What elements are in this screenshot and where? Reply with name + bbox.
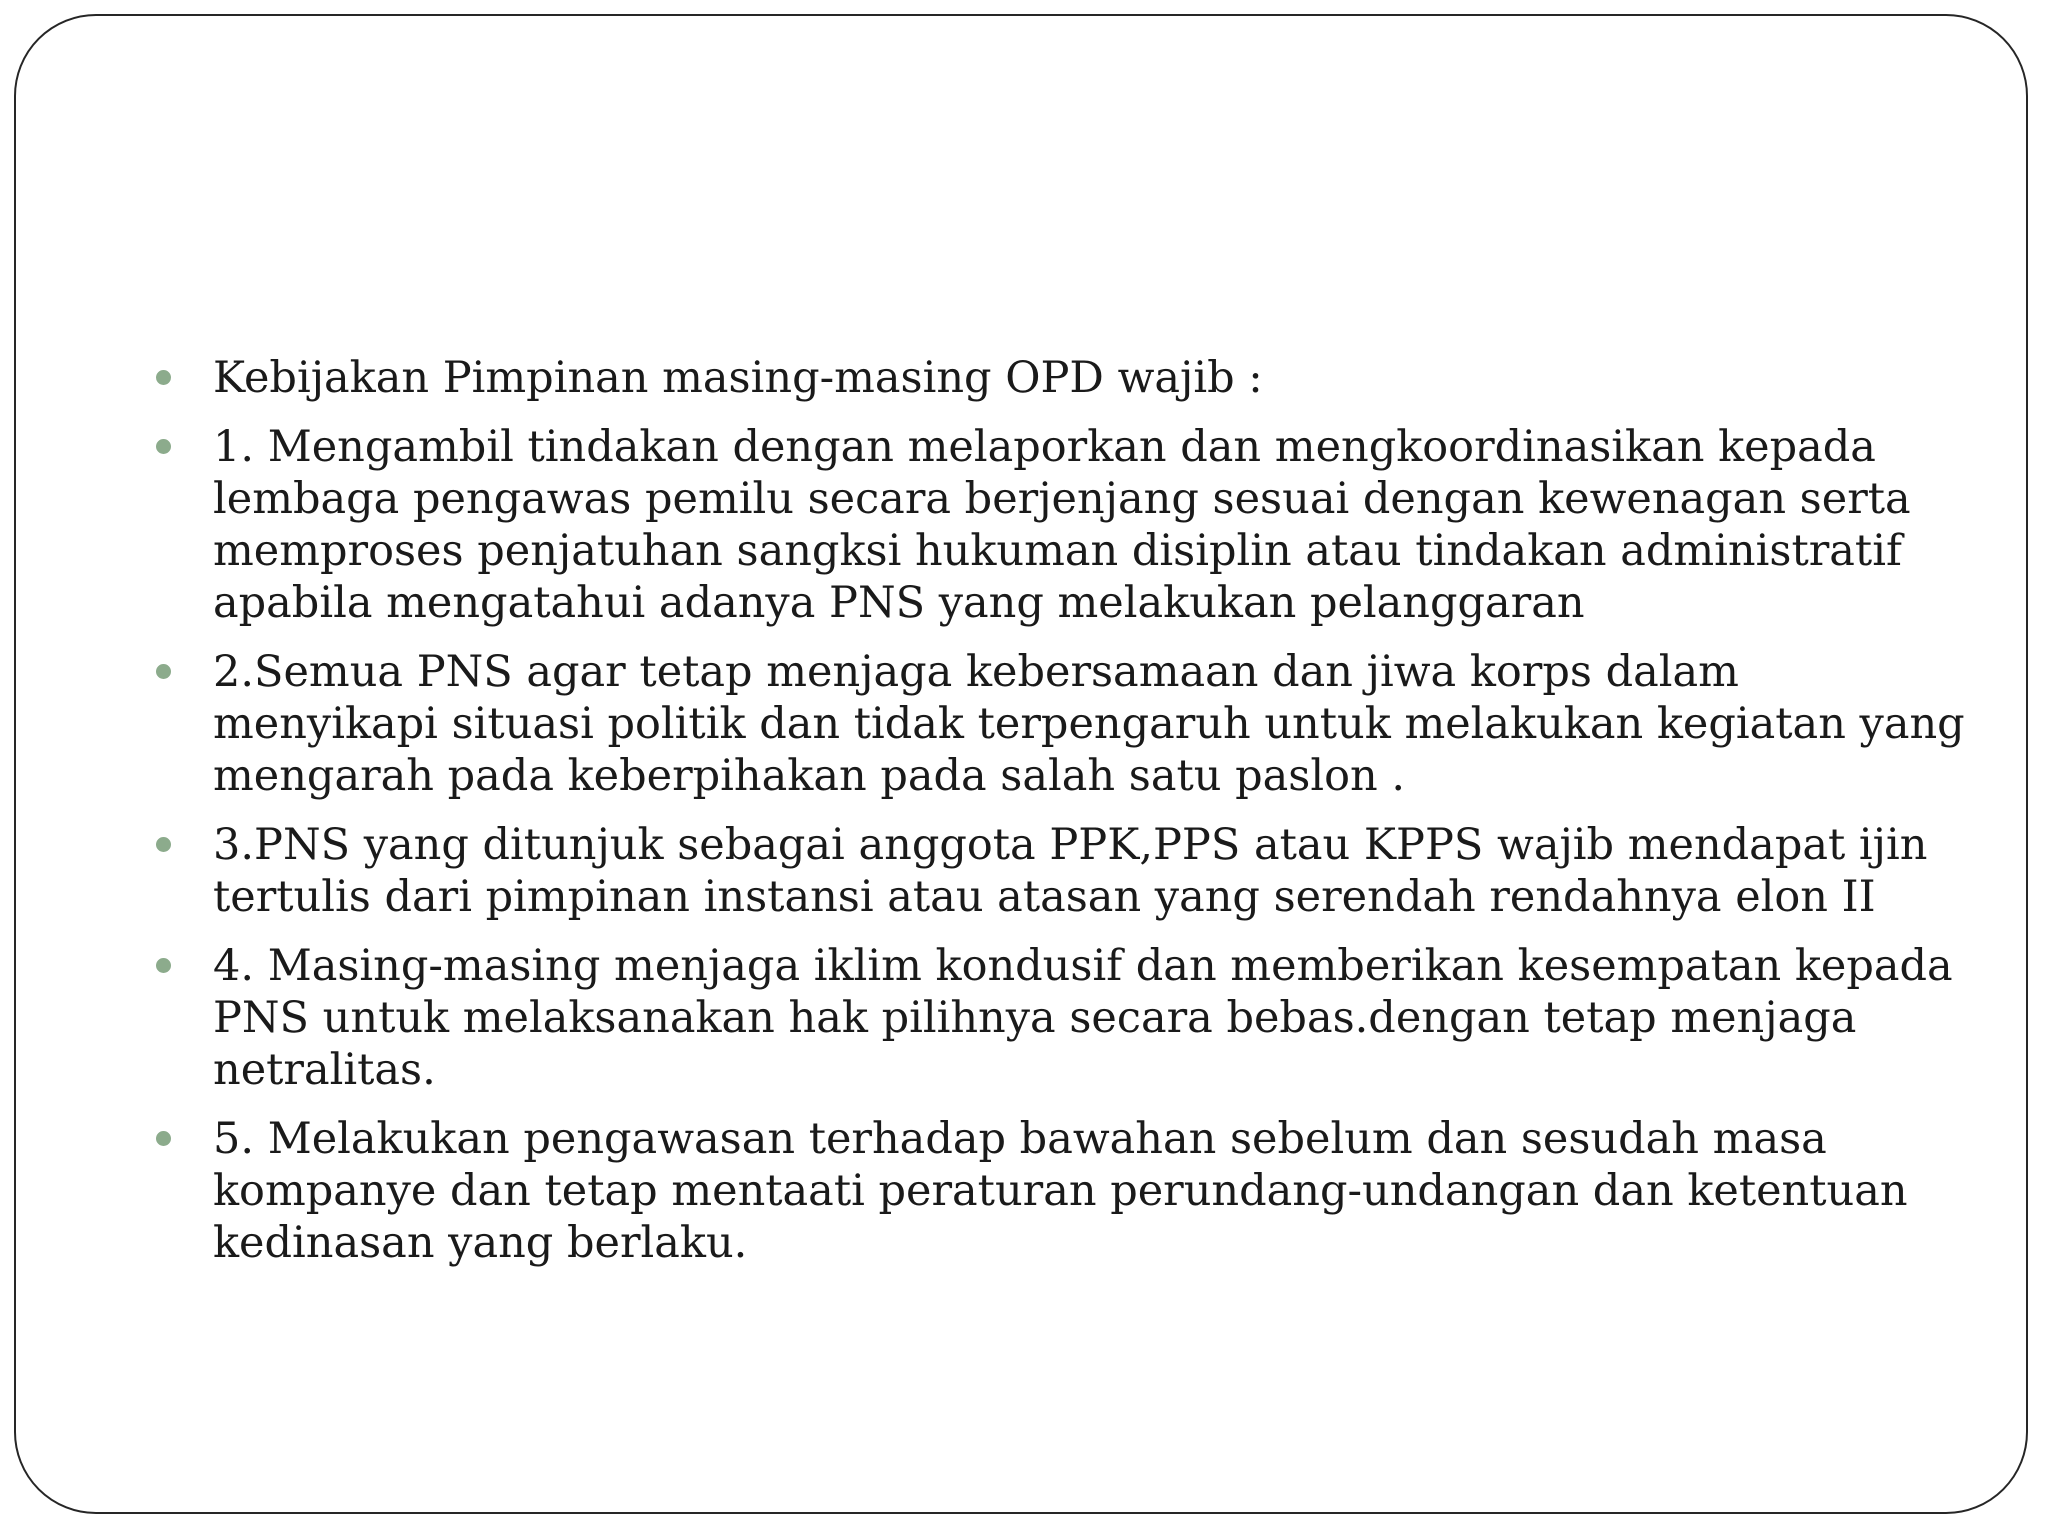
bullet-item-2: [156, 646, 1976, 802]
bullet-dot-icon: [156, 1131, 171, 1146]
bullet-item-4: [156, 940, 1976, 1096]
bullet-text: 3.PNS yang ditunjuk sebagai anggota PPK,PPS atau KPPS wajib mendapat ijin tertulis dari pimpinan instansi atau atasan yang serendah rendahnya elon II: [213, 820, 1928, 922]
bullet-item-5: [156, 1113, 1976, 1269]
bullet-item-3: [156, 819, 1976, 923]
bullet-text: 5. Melakukan pengawasan terhadap bawahan sebelum dan sesudah masa kompanye dan tetap mentaati peraturan perundang-undangan dan ketentuan kedinasan yang berlaku.: [213, 1114, 1908, 1268]
bullet-dot-icon: [156, 837, 171, 852]
bullet-dot-icon: [156, 370, 171, 385]
bullet-text: 4. Masing-masing menjaga iklim kondusif dan memberikan kesempatan kepada PNS untuk melaksanakan hak pilihnya secara bebas.dengan tetap menjaga netralitas.: [213, 941, 1953, 1095]
bullet-text: Kebijakan Pimpinan masing-masing OPD wajib :: [213, 353, 1263, 403]
bullet-item-intro: [156, 352, 1976, 404]
bullet-dot-icon: [156, 664, 171, 679]
bullet-text: 2.Semua PNS agar tetap menjaga kebersamaan dan jiwa korps dalam menyikapi situasi politik dan tidak terpengaruh untuk melakukan kegiatan yang mengarah pada keberpihakan pada salah satu paslon .: [213, 647, 1965, 801]
bullet-item-1: [156, 421, 1976, 629]
bullet-dot-icon: [156, 958, 171, 973]
bullet-list: [156, 352, 1976, 1286]
bullet-dot-icon: [156, 439, 171, 454]
slide-frame: [14, 14, 2028, 1514]
bullet-text: 1. Mengambil tindakan dengan melaporkan dan mengkoordinasikan kepada lembaga pengawas pemilu secara berjenjang sesuai dengan kewenagan serta memproses penjatuhan sangksi hukuman disiplin atau tindakan administratif apabila mengatahui adanya PNS yang melakukan pelanggaran: [213, 422, 1911, 628]
